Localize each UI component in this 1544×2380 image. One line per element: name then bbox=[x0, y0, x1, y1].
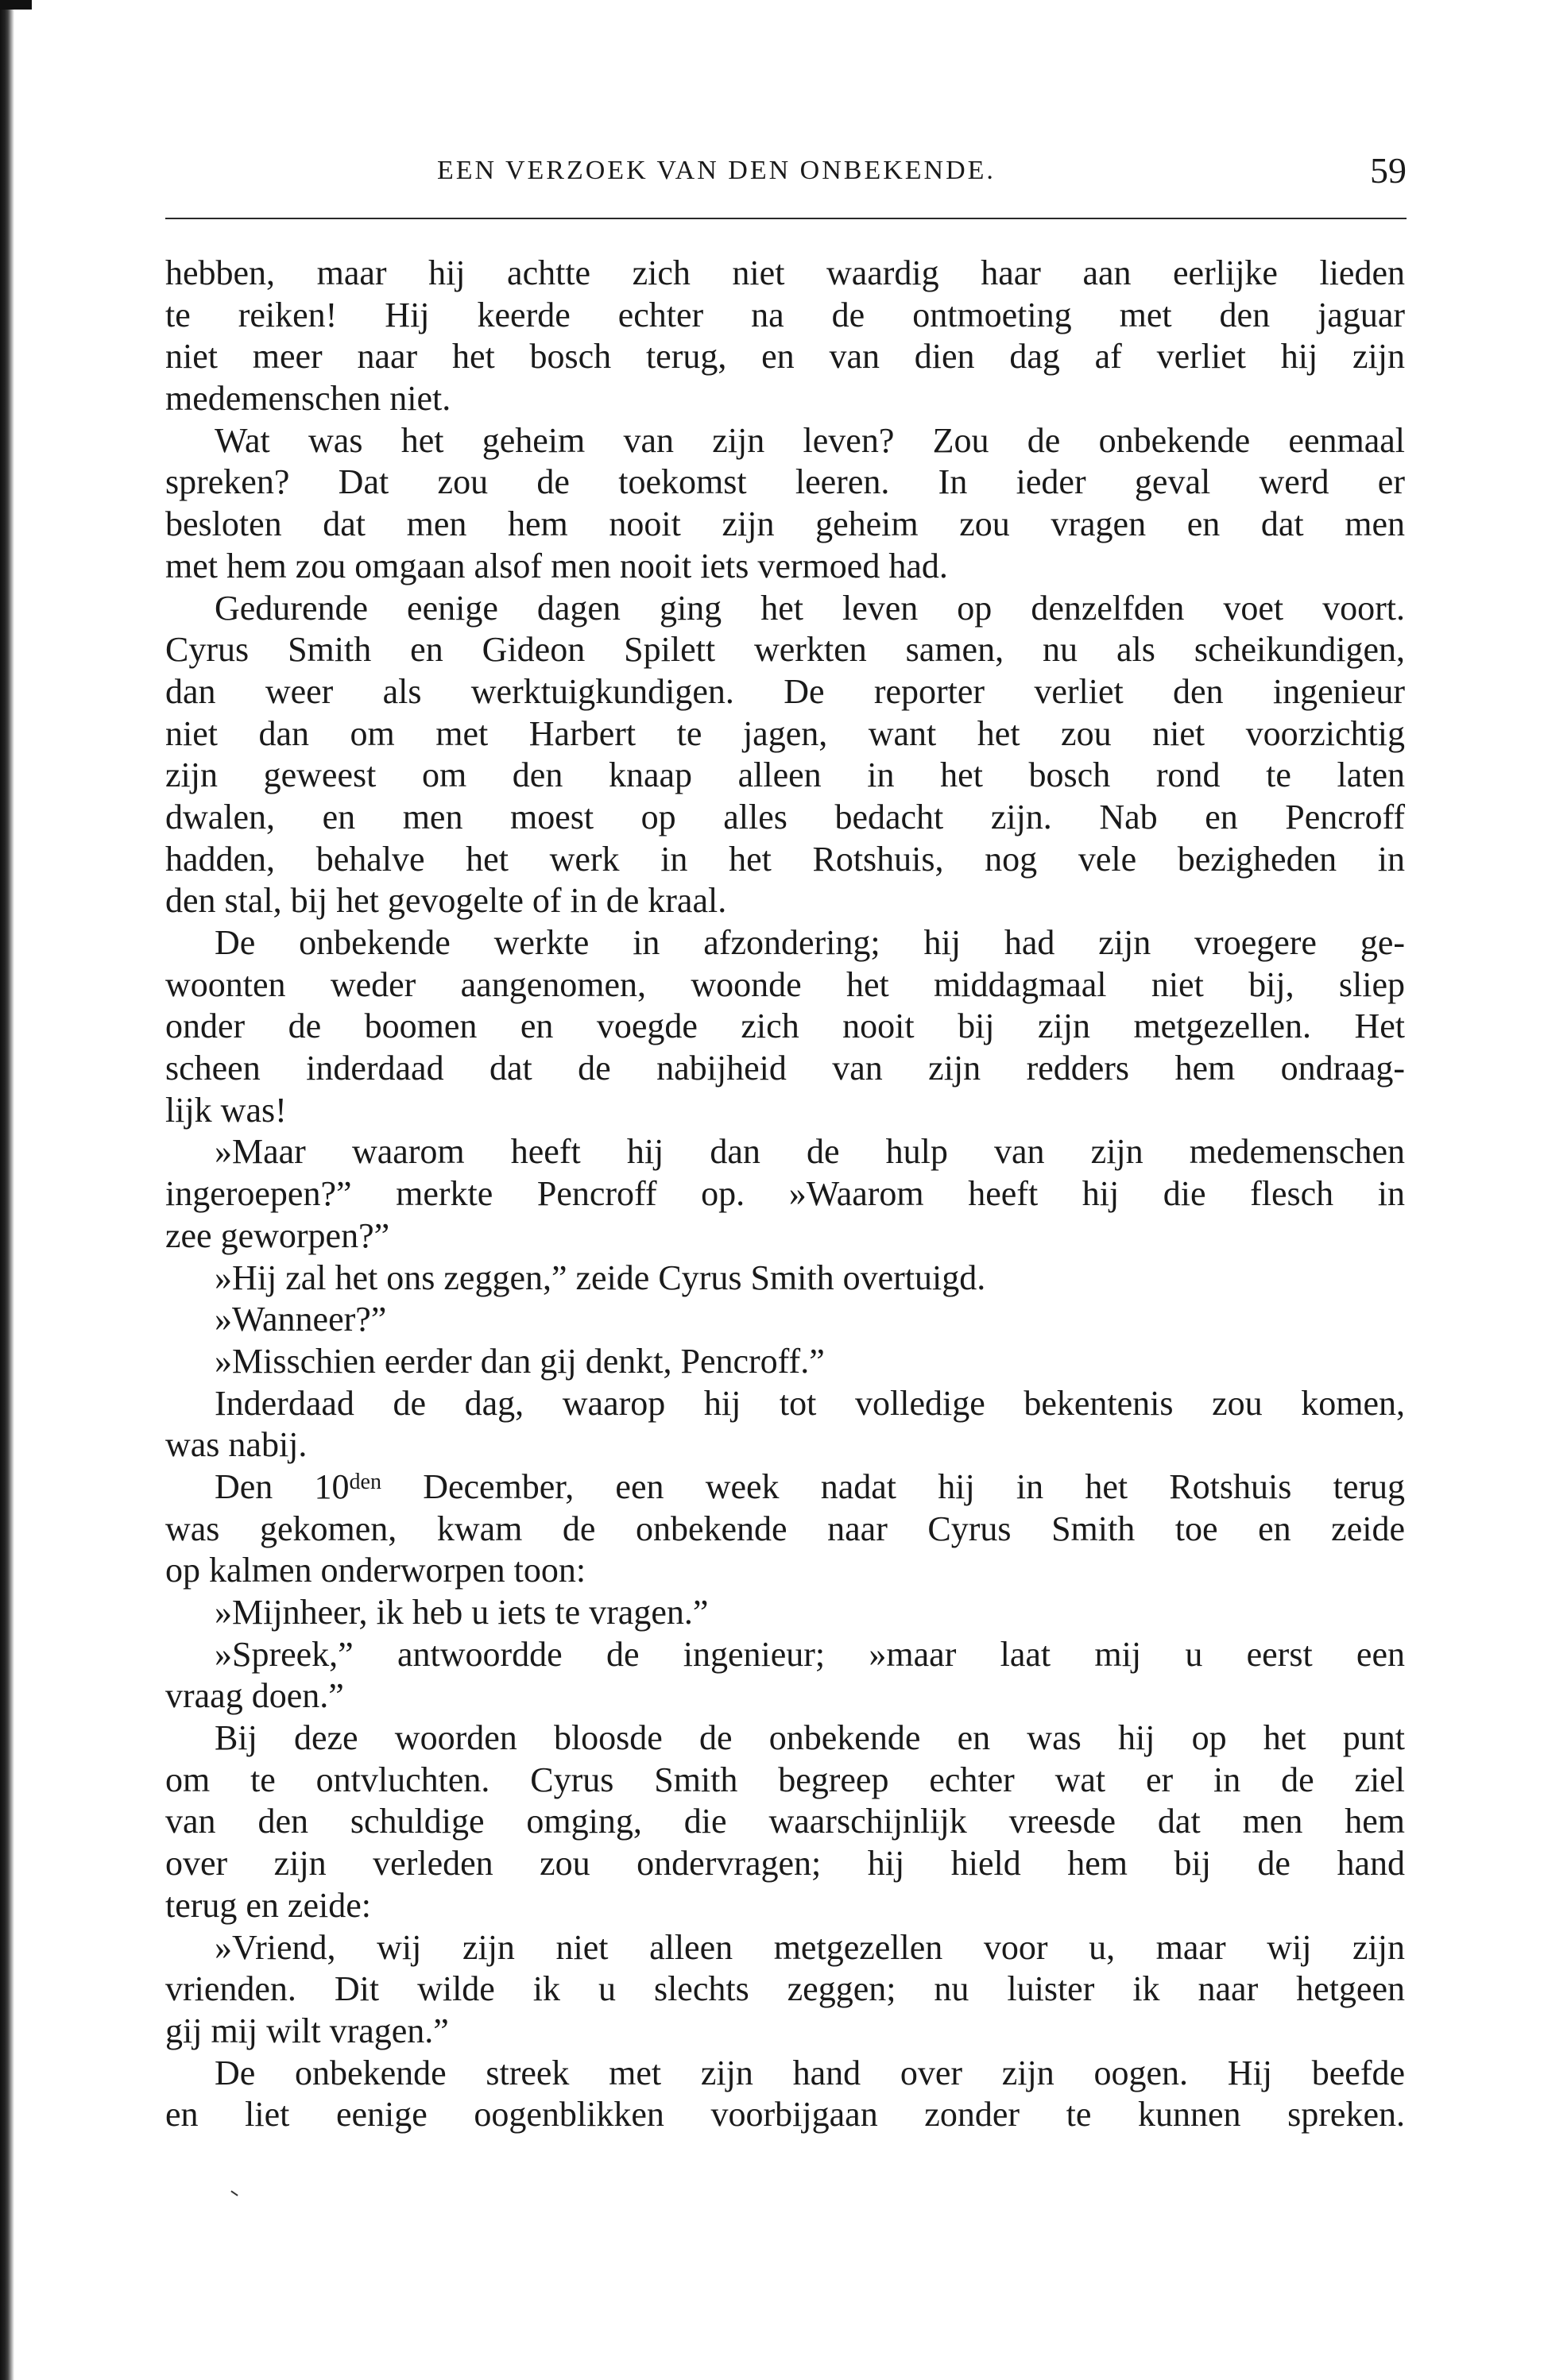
text-line: hadden, behalve het werk in het Rotshuis, nog vele bezigheden in bbox=[165, 839, 1405, 879]
text-line: onder de boomen en voegde zich nooit bij zijn metgezellen. Het bbox=[165, 1006, 1405, 1046]
text-line: ingeroepen?” merkte Pencroff op. »Waarom heeft hij die flesch in bbox=[165, 1174, 1405, 1214]
page-edge-shadow bbox=[0, 0, 14, 2380]
text-line: »Wanneer?” bbox=[215, 1300, 387, 1339]
text-line: De onbekende werkte in afzondering; hij had zijn vroegere ge- bbox=[215, 923, 1405, 962]
text-line: zijn geweest om den knaap alleen in het bosch rond te laten bbox=[165, 755, 1405, 795]
text-line: lijk was! bbox=[165, 1090, 287, 1130]
text-line: en liet eenige oogenblikken voorbijgaan zonder te kunnen spreken. bbox=[165, 2095, 1405, 2135]
text-line: »Maar waarom heeft hij dan de hulp van zijn medemenschen bbox=[215, 1132, 1405, 1172]
header-rule bbox=[165, 218, 1407, 219]
text-line: terug en zeide: bbox=[165, 1885, 371, 1925]
text-line: van den schuldige omging, die waarschijnlijk vreesde dat men hem bbox=[165, 1802, 1405, 1841]
text-line: te reiken! Hij keerde echter na de ontmoeting met den jaguar bbox=[165, 295, 1405, 334]
running-head bbox=[159, 149, 1407, 197]
text-line-date bbox=[165, 1466, 1405, 1509]
text-line: spreken? Dat zou de toekomst leeren. In ieder geval werd er bbox=[165, 462, 1405, 502]
text-line: om te ontvluchten. Cyrus Smith begreep echter wat er in de ziel bbox=[165, 1760, 1405, 1799]
text-line: »Hij zal het ons zeggen,” zeide Cyrus Smith overtuigd. bbox=[215, 1258, 986, 1297]
text-line: vraag doen.” bbox=[165, 1676, 344, 1716]
text-line: dan weer als werktuigkundigen. De reporter verliet den ingenieur bbox=[165, 671, 1405, 711]
text-line: vrienden. Dit wilde ik u slechts zeggen; nu luister ik naar hetgeen bbox=[165, 1969, 1405, 2009]
text-line: was nabij. bbox=[165, 1425, 308, 1465]
text-line: »Misschien eerder dan gij denkt, Pencroff.” bbox=[215, 1341, 825, 1381]
date-line-start: Den 10 bbox=[215, 1466, 350, 1506]
text-line: besloten dat men hem nooit zijn geheim zou vragen en dat men bbox=[165, 504, 1405, 544]
text-line: was gekomen, kwam de onbekende naar Cyrus Smith toe en zeide bbox=[165, 1509, 1405, 1548]
text-line: medemenschen niet. bbox=[165, 379, 451, 419]
text-line: gij mij wilt vragen.” bbox=[165, 2011, 449, 2050]
text-line: over zijn verleden zou ondervragen; hij hield hem bij de hand bbox=[165, 1844, 1405, 1884]
text-line: Cyrus Smith en Gideon Spilett werkten samen, nu als scheikundigen, bbox=[165, 630, 1405, 670]
text-line: »Spreek,” antwoordde de ingenieur; »maar laat mij u eerst een bbox=[215, 1634, 1405, 1674]
page-number: 59 bbox=[1370, 150, 1407, 191]
text-line: »Vriend, wij zijn niet alleen metgezellen voor u, maar wij zijn bbox=[215, 1927, 1405, 1967]
text-line: zee geworpen?” bbox=[165, 1215, 390, 1255]
date-superscript: den bbox=[349, 1469, 381, 1494]
date-line-end: December, een week nadat hij in het Rotshuis terug bbox=[381, 1466, 1405, 1506]
page-edge-corner bbox=[0, 0, 32, 10]
running-title: EEN VERZOEK VAN DEN ONBEKENDE. bbox=[437, 156, 996, 185]
text-line: niet dan om met Harbert te jagen, want het zou niet voorzichtig bbox=[165, 713, 1405, 753]
body-text bbox=[165, 253, 1405, 2136]
text-line: woonten weder aangenomen, woonde het middagmaal niet bij, sliep bbox=[165, 964, 1405, 1004]
text-line: hebben, maar hij achtte zich niet waardig haar aan eerlijke lieden bbox=[165, 253, 1405, 292]
text-line: Wat was het geheim van zijn leven? Zou de onbekende eenmaal bbox=[215, 420, 1405, 460]
text-line: De onbekende streek met zijn hand over zijn oogen. Hij beefde bbox=[215, 2053, 1405, 2092]
text-line: met hem zou omgaan alsof men nooit iets vermoed had. bbox=[165, 546, 948, 585]
text-line: op kalmen onderworpen toon: bbox=[165, 1551, 586, 1590]
text-line: Bij deze woorden bloosde de onbekende en was hij op het punt bbox=[215, 1718, 1405, 1758]
stray-ink-mark bbox=[230, 2190, 238, 2196]
text-line: Inderdaad de dag, waarop hij tot volledige bekentenis zou komen, bbox=[215, 1383, 1405, 1423]
text-line: dwalen, en men moest op alles bedacht zijn. Nab en Pencroff bbox=[165, 797, 1405, 836]
text-line: Gedurende eenige dagen ging het leven op denzelfden voet voort. bbox=[215, 588, 1405, 628]
text-line: »Mijnheer, ik heb u iets te vragen.” bbox=[215, 1593, 709, 1632]
text-line: scheen inderdaad dat de nabijheid van zijn redders hem ondraag- bbox=[165, 1049, 1405, 1088]
text-line: niet meer naar het bosch terug, en van dien dag af verliet hij zijn bbox=[165, 337, 1405, 377]
text-line: den stal, bij het gevogelte of in de kraal. bbox=[165, 881, 727, 921]
